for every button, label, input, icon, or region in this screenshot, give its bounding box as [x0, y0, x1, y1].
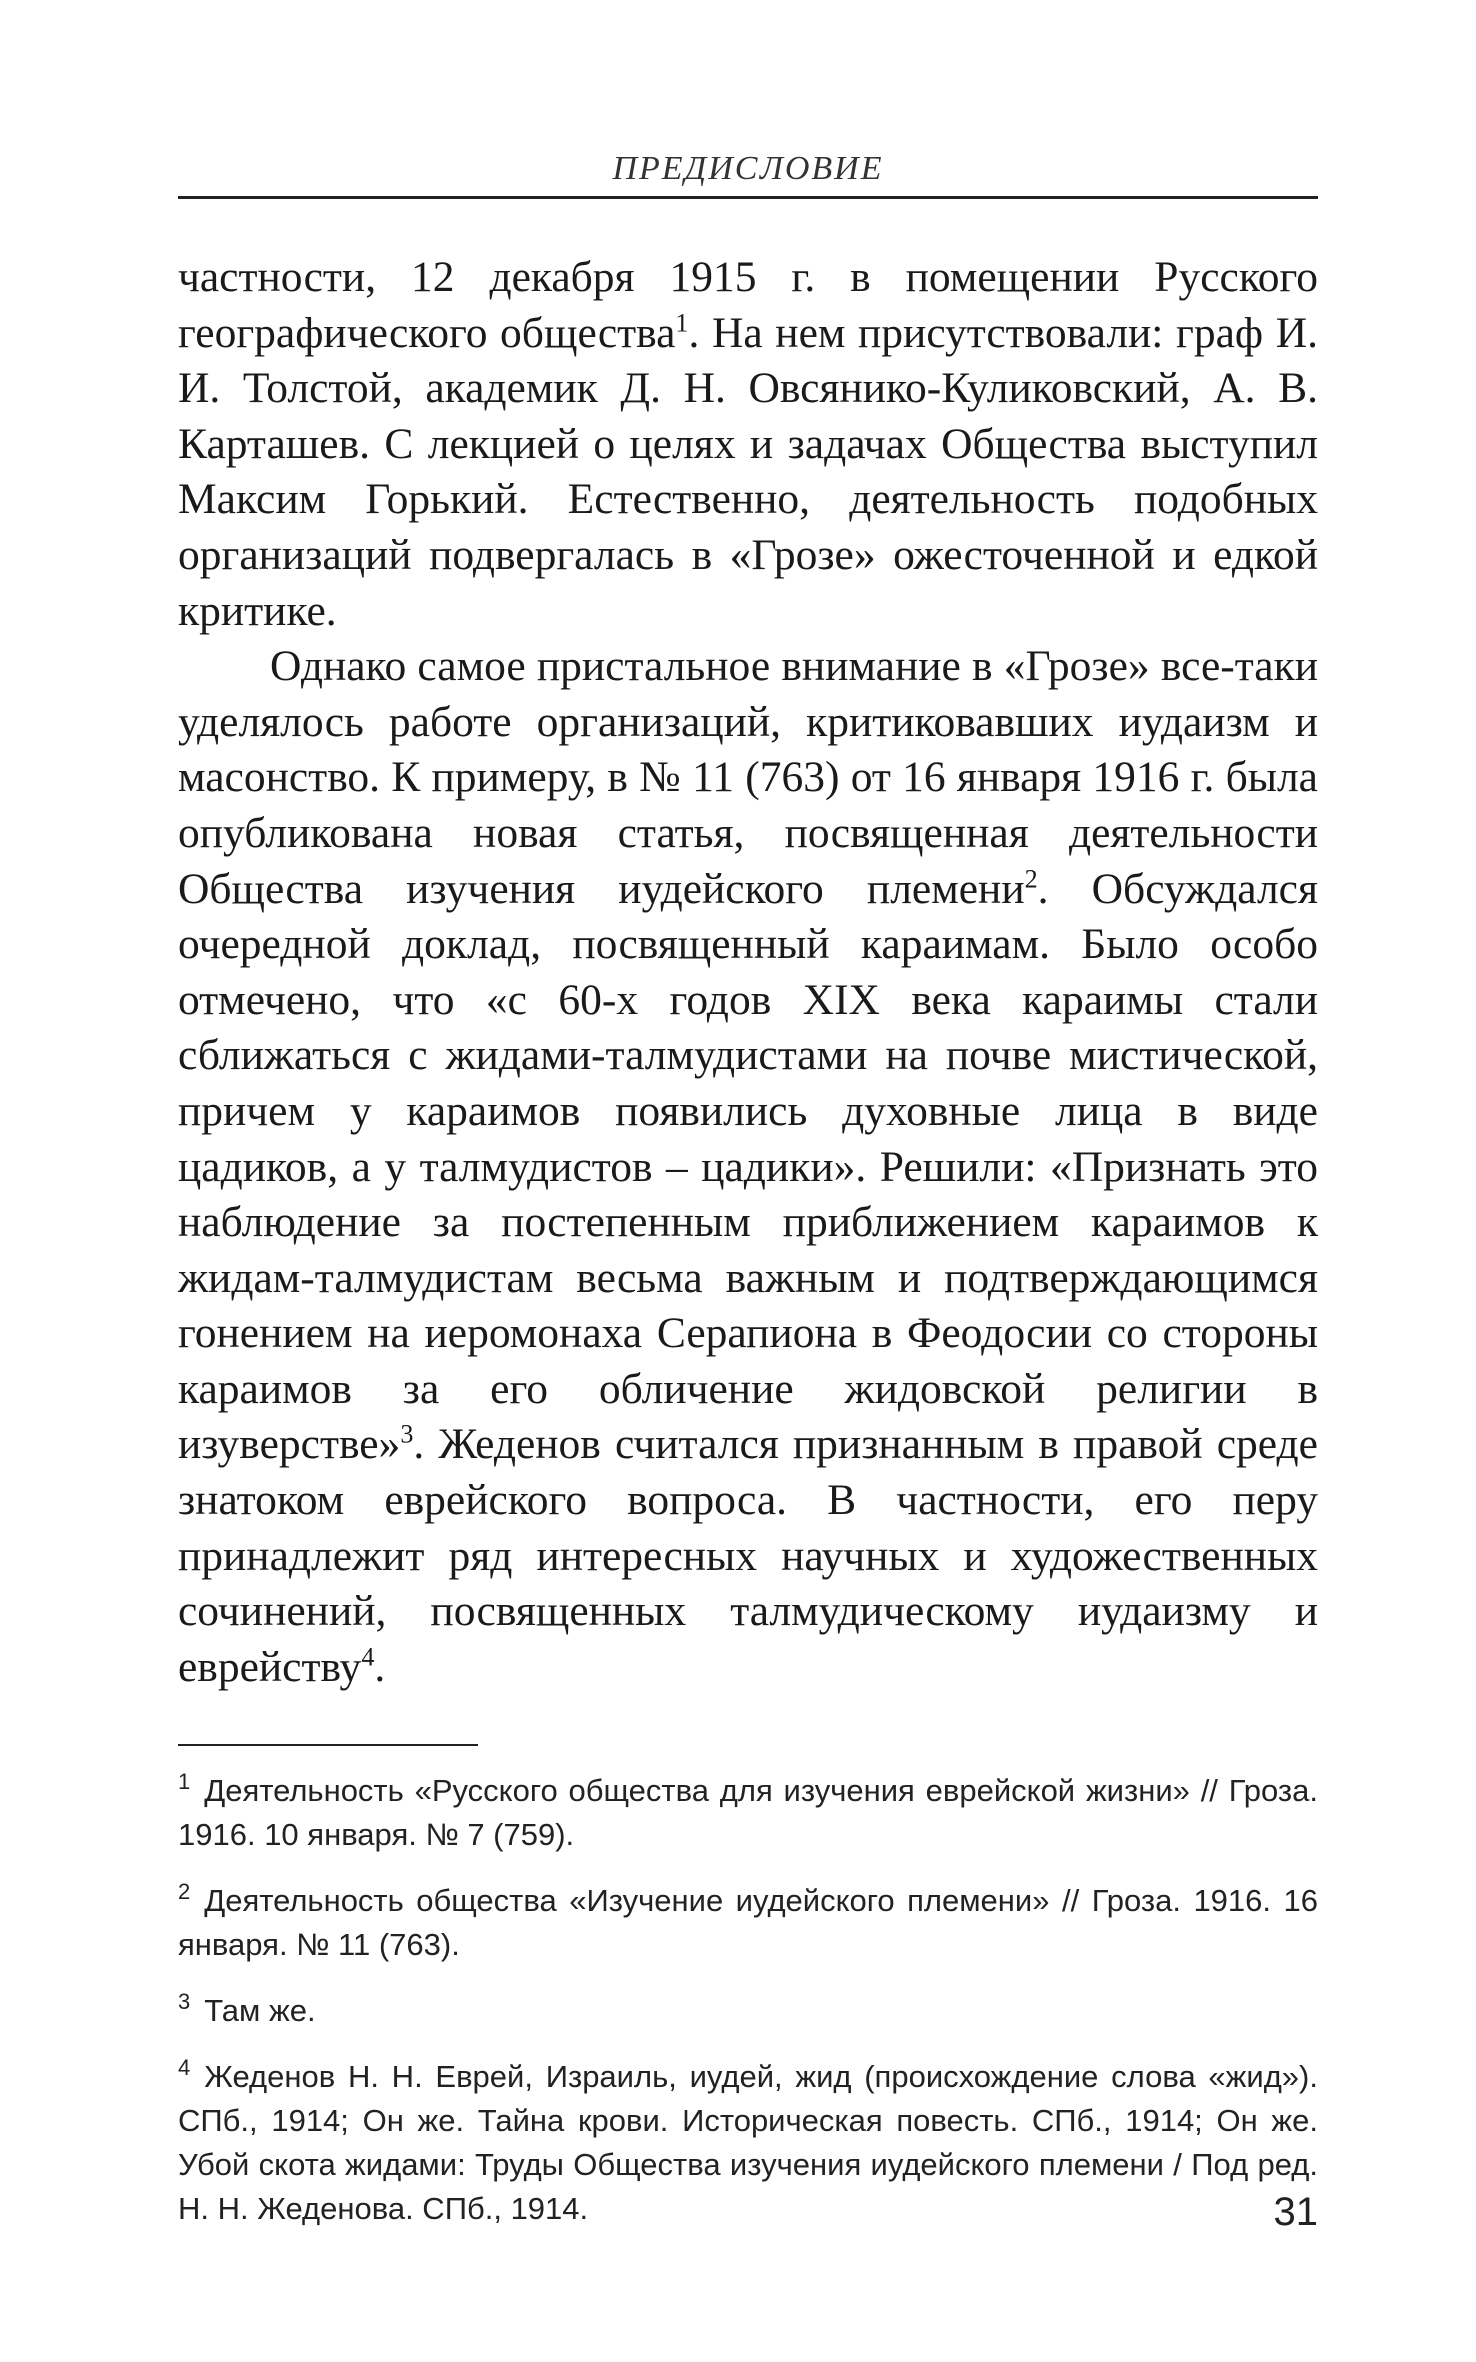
- running-head: ПРЕДИСЛОВИЕ: [612, 150, 884, 187]
- paragraph-text: . Жеденов считался признанным в правой среде знатоком еврейского вопроса. В частности, его перу принадлежит ряд интересных научных и художественных сочинений, посвященных талмудическому иудаизму и еврейству: [178, 1420, 1318, 1691]
- paragraph-2: [178, 639, 1318, 1695]
- paragraph-text: .: [374, 1642, 386, 1691]
- footnotes: [178, 1760, 1318, 2244]
- footnote-2: [178, 1870, 1318, 1967]
- paragraph-text: . На нем присутствовали: граф И. И. Толстой, академик Д. Н. Овсянико-Куликовский, А. В. Карташев. С лекцией о целях и задачах Общества выступил Максим Горький. Естественно, деятельность подобных организаций подвергалась в «Грозе» ожесточенной и едкой критике.: [178, 308, 1318, 635]
- footnote-1: [178, 1760, 1318, 1857]
- footnote-separator: [178, 1744, 478, 1746]
- paragraph-text: . Обсуждался очередной доклад, посвященный караимам. Было особо отмечено, что «с 60-х годов XIX века караимы стали сближаться с жидами-талмудистами на почве мистической, причем у караимов появились духовные лица в виде цадиков, а у талмудистов – цадики». Решили: «Признать это наблюдение за постепенным приближением караимов к жидам-талмудистам весьма важным и подтверждающимся гонением на иеромонаха Серапиона в Феодосии со стороны караимов за его обличение жидовской религии в изуверстве»: [178, 864, 1319, 1469]
- footnote-ref-2: 2: [1024, 864, 1038, 894]
- footnote-text: Жеденов Н. Н. Еврей, Израиль, иудей, жид (происхождение слова «жид»). СПб., 1914; Он же. Тайна крови. Историческая повесть. СПб., 1914; Он же. Убой скота жидами: Труды Общества изучения иудейского племени / Под ред. Н. Н. Жеденова. СПб., 1914.: [178, 2059, 1318, 2226]
- footnote-text: Деятельность общества «Изучение иудейского племени» // Гроза. 1916. 16 января. № 11 (763).: [178, 1883, 1318, 1962]
- footnote-text: Там же.: [204, 1993, 316, 2028]
- footnote-text: Деятельность «Русского общества для изучения еврейской жизни» // Гроза. 1916. 10 января. № 7 (759).: [178, 1773, 1318, 1852]
- page-number: 31: [1273, 2190, 1318, 2234]
- footnote-number: 2: [178, 1879, 191, 1904]
- footnote-ref-4: 4: [361, 1642, 375, 1672]
- footnote-number: 3: [178, 1989, 191, 2014]
- paragraph-text: Однако самое пристальное внимание в «Грозе» все-таки уделялось работе организаций, критиковавших иудаизм и масонство. К примеру, в № 11 (763) от 16 января 1916 г. была опубликована новая статья, посвященная деятельности Общества изучения иудейского племени: [178, 642, 1318, 913]
- header-rule: [178, 196, 1318, 199]
- footnote-number: 4: [178, 2055, 191, 2080]
- footnote-number: 1: [178, 1769, 191, 1794]
- paragraph-text: частности, 12 декабря 1915 г. в помещении Русского географического общества: [178, 253, 1318, 357]
- body-text: [178, 250, 1318, 1695]
- footnote-ref-1: 1: [675, 308, 689, 338]
- footnote-ref-3: 3: [400, 1419, 414, 1449]
- paragraph-1: [178, 250, 1318, 639]
- footnote-4: [178, 2046, 1318, 2231]
- footnote-3: [178, 1980, 1318, 2033]
